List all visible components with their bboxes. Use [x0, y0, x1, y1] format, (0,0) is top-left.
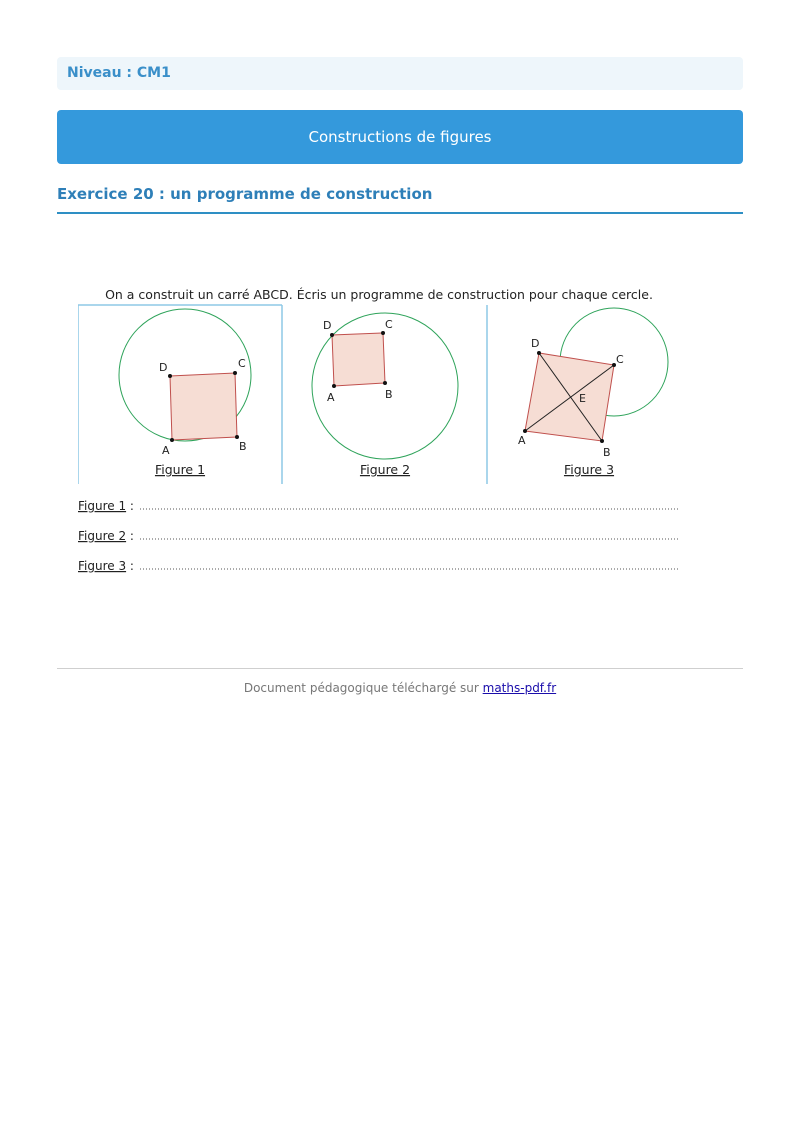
answer-line-1-label: Figure 1: [78, 499, 127, 513]
answer-line-3-label: Figure 3: [78, 559, 127, 573]
figure-3-caption: Figure 3: [563, 462, 615, 477]
figure-2-point-c: [381, 331, 385, 335]
figure-2-square: [332, 333, 385, 386]
figure-1: [119, 309, 251, 477]
figure-3-label-a: A: [518, 434, 526, 447]
answer-line-2-label: Figure 2: [78, 529, 127, 543]
footer: [57, 681, 743, 695]
figure-1-label-c: C: [238, 357, 246, 370]
answer-line-1: [78, 499, 678, 513]
answer-line-3: [78, 559, 678, 573]
figure-2-point-d: [330, 333, 334, 337]
figure-3-label-c: C: [616, 353, 624, 366]
footer-text: Document pédagogique téléchargé sur: [243, 681, 483, 695]
exercise-figure-svg: [78, 282, 680, 577]
footer-divider: [57, 668, 743, 669]
figure-3-square: [525, 353, 614, 441]
figure-2-label-a: A: [327, 391, 335, 404]
page-title-banner: [57, 110, 743, 164]
level-label: Niveau : CM1: [67, 65, 171, 81]
figure-2: [312, 313, 458, 477]
figure-3-point-a: [523, 429, 527, 433]
figure-3-label-b: B: [603, 446, 611, 459]
figure-1-point-c: [233, 371, 237, 375]
exercise-title: Exercice 20 : un programme de construction: [57, 185, 433, 203]
figure-1-point-b: [235, 435, 239, 439]
figure-1-label-d: D: [159, 361, 168, 374]
figure-2-caption: Figure 2: [359, 462, 411, 477]
figure-2-point-a: [332, 384, 336, 388]
answer-line-3-separator: :: [126, 559, 134, 573]
figure-3-label-e: E: [579, 392, 586, 405]
figure-2-label-b: B: [385, 388, 393, 401]
footer-link[interactable]: maths-pdf.fr: [482, 681, 557, 695]
answer-line-2: [78, 529, 678, 543]
figure-3: [518, 308, 668, 477]
svg-text:Figure 3 :: [78, 559, 134, 573]
level-banner: [57, 57, 743, 90]
figure-2-label-d: D: [323, 319, 332, 332]
svg-text:Figure 1 :: [78, 499, 134, 513]
figure-3-point-d: [537, 351, 541, 355]
svg-text:Figure 2 :: [78, 529, 134, 543]
figure-3-label-d: D: [531, 337, 540, 350]
figure-3-point-b: [600, 439, 604, 443]
figure-2-label-c: C: [385, 318, 393, 331]
exercise-figure: [78, 282, 680, 577]
figure-1-point-a: [170, 438, 174, 442]
figure-1-caption: Figure 1: [154, 462, 206, 477]
exercise-instruction: On a construit un carré ABCD. Écris un programme de construction pour chaque cercle.: [105, 287, 653, 302]
figure-1-point-d: [168, 374, 172, 378]
figure-1-label-b: B: [239, 440, 247, 453]
page-title: Constructions de figures: [308, 128, 492, 146]
exercise-divider: [57, 212, 743, 214]
figure-1-square: [170, 373, 237, 440]
answer-line-1-separator: :: [126, 499, 134, 513]
figure-2-point-b: [383, 381, 387, 385]
answer-line-2-separator: :: [126, 529, 134, 543]
figure-1-label-a: A: [162, 444, 170, 457]
